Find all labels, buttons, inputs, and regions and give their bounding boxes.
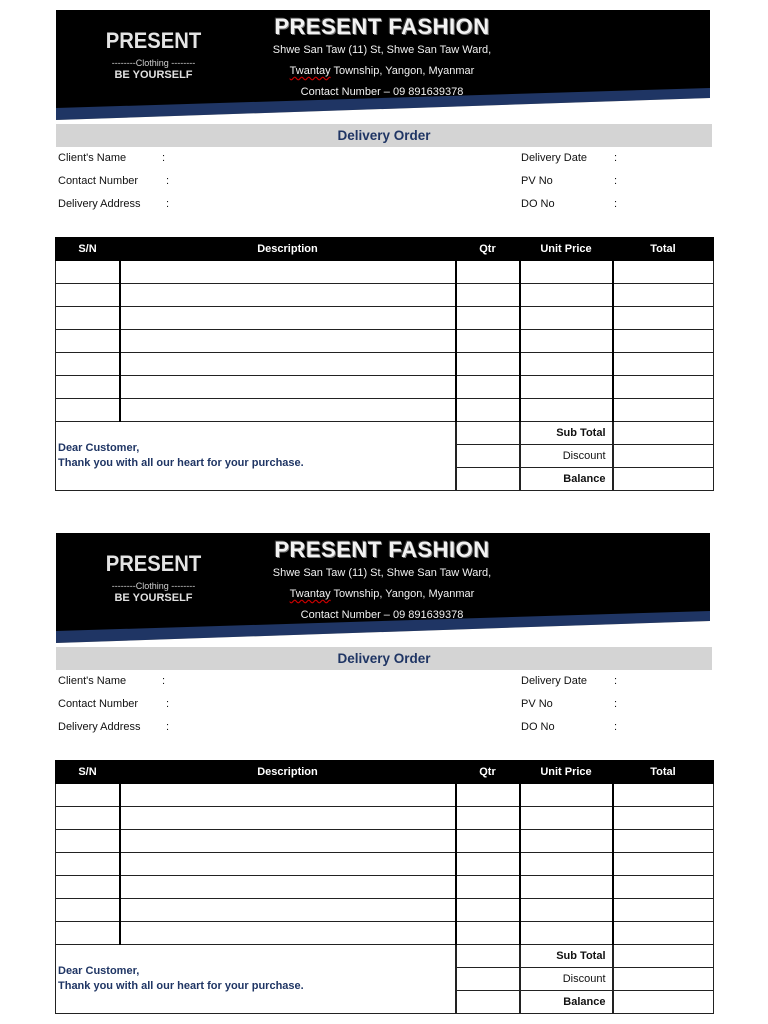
- cell-description[interactable]: [120, 284, 456, 307]
- do-no-label: DO No: [521, 721, 555, 733]
- township-word: Twantay: [289, 588, 331, 600]
- cell-total[interactable]: [613, 876, 714, 899]
- cell-blank: [456, 422, 520, 445]
- cell-description[interactable]: [120, 876, 456, 899]
- cell-sn[interactable]: [56, 853, 120, 876]
- delivery-date-colon: :: [614, 675, 618, 687]
- company-info: [256, 537, 508, 621]
- clients-name-colon: :: [162, 152, 166, 164]
- cell-sn[interactable]: [56, 876, 120, 899]
- contact-number-label: Contact Number: [58, 698, 139, 710]
- balance-value[interactable]: [613, 991, 714, 1014]
- subtotal-value[interactable]: [613, 945, 714, 968]
- cell-total[interactable]: [613, 376, 714, 399]
- cell-description[interactable]: [120, 330, 456, 353]
- summary-row-subtotal: [56, 422, 714, 445]
- balance-label: Balance: [520, 991, 613, 1014]
- cell-qtr[interactable]: [456, 284, 520, 307]
- message-thanks: Thank you with all our heart for your purchase.: [58, 980, 304, 992]
- company-info: [256, 14, 508, 98]
- cell-description[interactable]: [120, 807, 456, 830]
- cell-sn[interactable]: [56, 399, 120, 422]
- cell-blank: [456, 991, 520, 1014]
- table-row: [56, 876, 714, 899]
- cell-total[interactable]: [613, 922, 714, 945]
- table-row: [56, 330, 714, 353]
- table-row: [56, 353, 714, 376]
- subtotal-value[interactable]: [613, 422, 714, 445]
- logo-brand: PRESENT: [105, 28, 202, 53]
- cell-qtr[interactable]: [456, 261, 520, 284]
- summary-row-subtotal: [56, 945, 714, 968]
- delivery-date-label: Delivery Date: [521, 152, 588, 164]
- do-no-colon: :: [614, 198, 618, 210]
- cell-total[interactable]: [613, 807, 714, 830]
- cell-qtr[interactable]: [456, 853, 520, 876]
- company-address-line-1: Shwe San Taw (11) St, Shwe San Taw Ward,: [272, 567, 492, 579]
- cell-qtr[interactable]: [456, 876, 520, 899]
- discount-label: Discount: [520, 968, 613, 991]
- table-row: [56, 807, 714, 830]
- discount-label: Discount: [520, 445, 613, 468]
- cell-blank: [456, 468, 520, 491]
- cell-unit-price[interactable]: [520, 899, 613, 922]
- cell-sn[interactable]: [56, 922, 120, 945]
- cell-total[interactable]: [613, 261, 714, 284]
- cell-sn[interactable]: [56, 353, 120, 376]
- message-thanks: Thank you with all our heart for your purchase.: [58, 457, 304, 469]
- delivery-address-colon: :: [166, 721, 170, 733]
- company-name: PRESENT FASHION: [274, 14, 490, 39]
- cell-blank: [456, 945, 520, 968]
- pv-no-colon: :: [614, 175, 618, 187]
- table-row: [56, 376, 714, 399]
- cell-total[interactable]: [613, 307, 714, 330]
- delivery-date-colon: :: [614, 152, 618, 164]
- delivery-order-form-1: [0, 0, 768, 500]
- cell-unit-price[interactable]: [520, 376, 613, 399]
- do-no-colon: :: [614, 721, 618, 733]
- company-contact: Contact Number – 09 891639378: [300, 609, 464, 621]
- header-unit-price: Unit Price: [520, 761, 613, 784]
- cell-total[interactable]: [613, 899, 714, 922]
- header-total: Total: [613, 761, 714, 784]
- cell-total[interactable]: [613, 830, 714, 853]
- table-row: [56, 922, 714, 945]
- header-description: Description: [120, 238, 456, 261]
- delivery-address-colon: :: [166, 198, 170, 210]
- table-row: [56, 307, 714, 330]
- delivery-date-label: Delivery Date: [521, 675, 588, 687]
- clients-name-label: Client's Name: [58, 675, 127, 687]
- pv-no-label: PV No: [521, 175, 553, 187]
- cell-total[interactable]: [613, 853, 714, 876]
- address-rest: Township, Yangon, Myanmar: [330, 65, 475, 77]
- logo: [86, 551, 221, 604]
- cell-qtr[interactable]: [456, 784, 520, 807]
- header-total: Total: [613, 238, 714, 261]
- cell-sn[interactable]: [56, 807, 120, 830]
- cell-description[interactable]: [120, 784, 456, 807]
- cell-qtr[interactable]: [456, 399, 520, 422]
- logo: [86, 28, 221, 81]
- cell-description[interactable]: [120, 307, 456, 330]
- cell-total[interactable]: [613, 284, 714, 307]
- cell-blank: [456, 968, 520, 991]
- thank-you-message: [56, 945, 456, 1014]
- logo-tagline: BE YOURSELF: [114, 592, 193, 604]
- cell-sn[interactable]: [56, 784, 120, 807]
- cell-unit-price[interactable]: [520, 853, 613, 876]
- cell-qtr[interactable]: [456, 922, 520, 945]
- document-title: Delivery Order: [56, 124, 712, 147]
- table-header-row: [56, 761, 714, 784]
- document-title: Delivery Order: [56, 647, 712, 670]
- cell-description[interactable]: [120, 399, 456, 422]
- table-row: [56, 261, 714, 284]
- clients-name-label: Client's Name: [58, 152, 127, 164]
- cell-qtr[interactable]: [456, 807, 520, 830]
- cell-description[interactable]: [120, 353, 456, 376]
- pv-no-label: PV No: [521, 698, 553, 710]
- cell-blank: [456, 445, 520, 468]
- cell-qtr[interactable]: [456, 899, 520, 922]
- contact-number-colon: :: [166, 175, 170, 187]
- cell-total[interactable]: [613, 353, 714, 376]
- header-qtr: Qtr: [456, 761, 520, 784]
- logo-subtitle: --------Clothing --------: [111, 58, 196, 68]
- cell-unit-price[interactable]: [520, 830, 613, 853]
- header-description: Description: [120, 761, 456, 784]
- cell-description[interactable]: [120, 376, 456, 399]
- cell-description[interactable]: [120, 830, 456, 853]
- thank-you-message: [56, 422, 456, 491]
- cell-description[interactable]: [120, 899, 456, 922]
- cell-description[interactable]: [120, 261, 456, 284]
- cell-total[interactable]: [613, 399, 714, 422]
- cell-sn[interactable]: [56, 899, 120, 922]
- delivery-address-label: Delivery Address: [58, 721, 141, 733]
- discount-value[interactable]: [613, 445, 714, 468]
- cell-unit-price[interactable]: [520, 330, 613, 353]
- cell-sn[interactable]: [56, 284, 120, 307]
- balance-label: Balance: [520, 468, 613, 491]
- delivery-address-label: Delivery Address: [58, 198, 141, 210]
- cell-unit-price[interactable]: [520, 922, 613, 945]
- balance-value[interactable]: [613, 468, 714, 491]
- cell-total[interactable]: [613, 784, 714, 807]
- do-no-label: DO No: [521, 198, 555, 210]
- logo-brand: PRESENT: [105, 551, 202, 576]
- table-row: [56, 399, 714, 422]
- contact-number-label: Contact Number: [58, 175, 139, 187]
- clients-name-colon: :: [162, 675, 166, 687]
- cell-description[interactable]: [120, 853, 456, 876]
- cell-qtr[interactable]: [456, 307, 520, 330]
- cell-qtr[interactable]: [456, 353, 520, 376]
- header-banner: [56, 533, 710, 643]
- items-table: [55, 760, 714, 1014]
- cell-unit-price[interactable]: [520, 284, 613, 307]
- table-row: [56, 853, 714, 876]
- cell-unit-price[interactable]: [520, 876, 613, 899]
- cell-sn[interactable]: [56, 307, 120, 330]
- table-row: [56, 899, 714, 922]
- company-address-line-2: [256, 588, 508, 600]
- cell-qtr[interactable]: [456, 830, 520, 853]
- company-name: PRESENT FASHION: [274, 537, 490, 562]
- township-word: Twantay: [289, 65, 331, 77]
- discount-value[interactable]: [613, 968, 714, 991]
- cell-unit-price[interactable]: [520, 807, 613, 830]
- delivery-order-form-2: [0, 523, 768, 1023]
- header-sn: S/N: [56, 238, 120, 261]
- header-sn: S/N: [56, 761, 120, 784]
- company-address-line-2: [256, 65, 508, 77]
- table-row: [56, 284, 714, 307]
- contact-number-colon: :: [166, 698, 170, 710]
- cell-total[interactable]: [613, 330, 714, 353]
- subtotal-label: Sub Total: [520, 422, 613, 445]
- table-row: [56, 830, 714, 853]
- logo-tagline: BE YOURSELF: [114, 69, 193, 81]
- logo-subtitle: --------Clothing --------: [111, 581, 196, 591]
- header-unit-price: Unit Price: [520, 238, 613, 261]
- cell-sn[interactable]: [56, 830, 120, 853]
- header-qtr: Qtr: [456, 238, 520, 261]
- cell-unit-price[interactable]: [520, 784, 613, 807]
- cell-unit-price[interactable]: [520, 307, 613, 330]
- message-greeting: Dear Customer,: [58, 442, 140, 454]
- cell-sn[interactable]: [56, 261, 120, 284]
- cell-description[interactable]: [120, 922, 456, 945]
- cell-qtr[interactable]: [456, 376, 520, 399]
- cell-unit-price[interactable]: [520, 399, 613, 422]
- message-greeting: Dear Customer,: [58, 965, 140, 977]
- cell-sn[interactable]: [56, 330, 120, 353]
- address-rest: Township, Yangon, Myanmar: [330, 588, 475, 600]
- cell-sn[interactable]: [56, 376, 120, 399]
- items-table: [55, 237, 714, 491]
- table-header-row: [56, 238, 714, 261]
- pv-no-colon: :: [614, 698, 618, 710]
- table-row: [56, 784, 714, 807]
- subtotal-label: Sub Total: [520, 945, 613, 968]
- cell-qtr[interactable]: [456, 330, 520, 353]
- company-contact: Contact Number – 09 891639378: [300, 86, 464, 98]
- cell-unit-price[interactable]: [520, 261, 613, 284]
- cell-unit-price[interactable]: [520, 353, 613, 376]
- company-address-line-1: Shwe San Taw (11) St, Shwe San Taw Ward,: [272, 44, 492, 56]
- header-banner: [56, 10, 710, 120]
